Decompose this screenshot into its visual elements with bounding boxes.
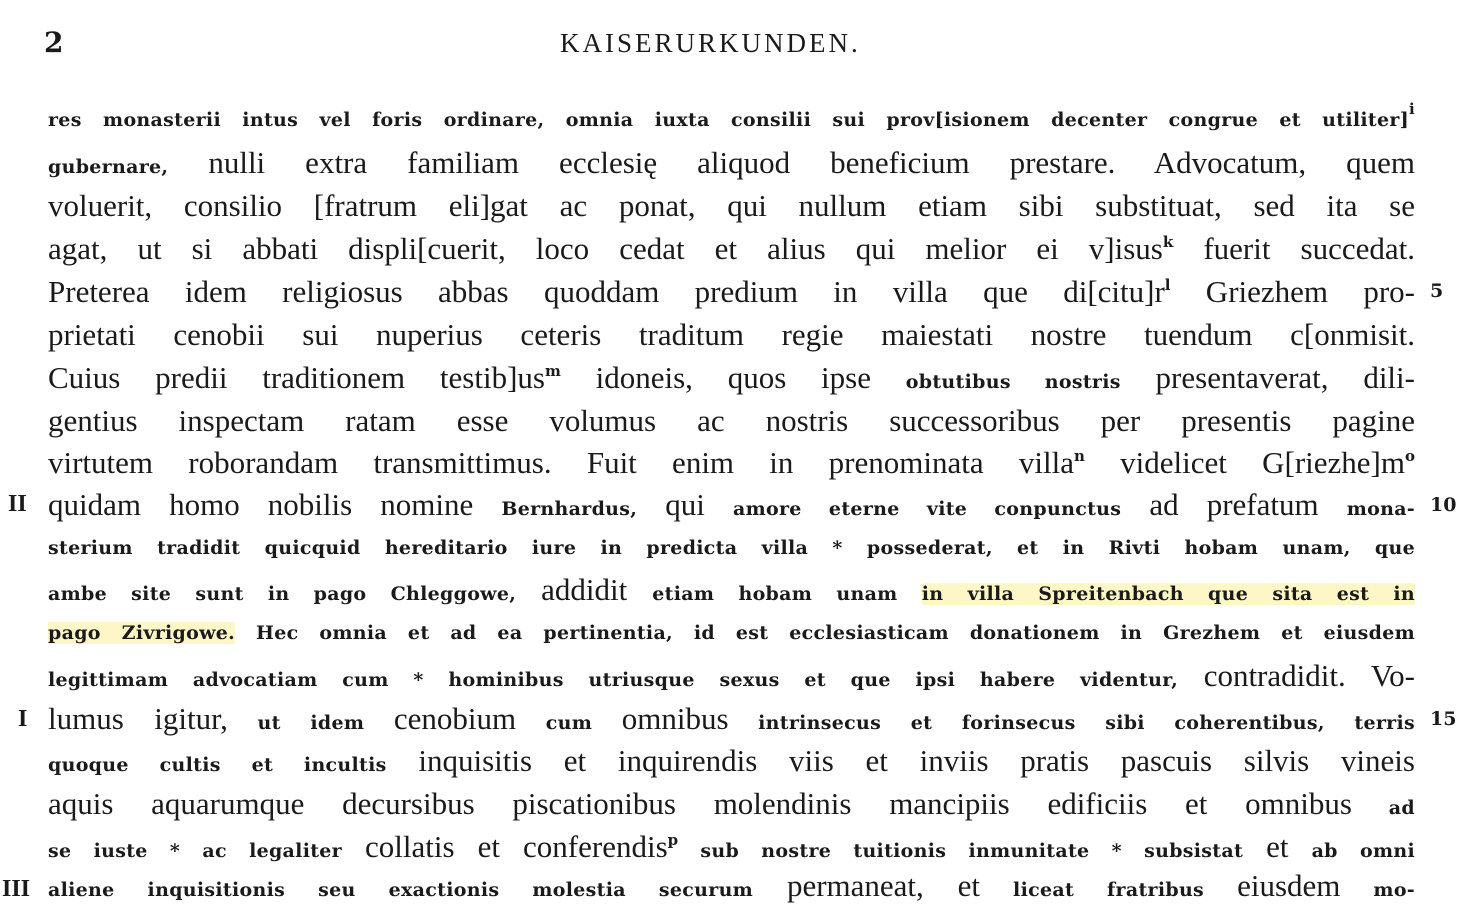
text-span: obtutibus nostris	[905, 371, 1121, 393]
text-span: legittimam advocatiam cum * hominibus utriusque sexus et que ipsi habere videntur,	[48, 669, 1179, 691]
text-span: idoneis, quos ipse	[560, 360, 906, 395]
text-span: quoque cultis et incultis	[48, 754, 387, 776]
text-line-2	[48, 143, 1415, 183]
text-span: intrinsecus et forinsecus sibi coherentibus, terris	[728, 712, 1415, 734]
text-span: omnibus	[621, 701, 729, 736]
text-span: res monasterii intus vel foris ordinare, omnia iuxta consilii sui prov[isionem decenter congrue et utiliter]	[48, 109, 1409, 131]
text-line-16	[48, 741, 1415, 781]
text-span: aquis aquarumque decursibus piscationibus molendinis mancipiis edificiis et omnibus	[48, 786, 1352, 821]
text-span: Preterea idem religiosus abbas quoddam predium in villa que di[citu]r	[48, 274, 1165, 309]
text-span: virtutem roborandam transmittimus. Fuit enim in prenominata villa	[48, 445, 1074, 480]
text-span: addidit	[516, 572, 653, 607]
text-span: sterium tradidit quicquid hereditario iure in predicta villa * possederat, et in Rivti hobam unam, que	[48, 537, 1415, 559]
text-span: gubernare,	[48, 156, 169, 178]
text-span: Cuius predii traditionem testib]us	[48, 360, 545, 395]
footnote-marker: l	[1164, 276, 1171, 294]
text-span: mona-	[1346, 498, 1415, 520]
text-span: voluerit, consilio [fratrum eli]gat ac ponat, qui nullum etiam sibi substituat, sed ita se	[48, 188, 1415, 223]
text-span: Bernhardus,	[501, 498, 638, 520]
right-margin-line-number: 15	[1430, 708, 1457, 730]
text-line-1	[48, 100, 1415, 140]
text-span: et	[1243, 829, 1312, 864]
text-span: qui	[637, 487, 733, 522]
text-span: inquisitis et inquirendis viis et inviis pratis pascuis silvis vineis	[386, 743, 1415, 778]
text-span: se iuste * ac legaliter	[48, 840, 342, 862]
text-span: prietati cenobii sui nuperius ceteris traditum regie maiestati nostre tuendum c[onmisit.	[48, 317, 1415, 352]
text-span: fuerit succedat.	[1173, 231, 1415, 266]
left-margin-note: II	[8, 491, 27, 517]
highlighted-text: pago Zivrigowe.	[48, 622, 236, 644]
footnote-marker: k	[1162, 233, 1174, 251]
text-span: nulli extra familiam ecclesię aliquod beneficium prestare. Advocatum, quem	[168, 145, 1415, 180]
text-span: agat, ut si abbati displi[cuerit, loco cedat et alius qui melior ei v]isus	[48, 231, 1163, 266]
right-margin-line-number: 5	[1430, 280, 1444, 302]
text-line-3	[48, 186, 1415, 226]
text-line-15	[48, 699, 1415, 739]
text-line-10	[48, 485, 1415, 525]
right-margin-line-number: 10	[1430, 494, 1457, 516]
text-line-7	[48, 358, 1415, 398]
text-span: aliene inquisitionis seu exactionis molestia securum	[48, 879, 754, 901]
text-span: gentius inspectam ratam esse volumus ac nostris successoribus per presentis pagine	[48, 403, 1415, 438]
text-span: et	[957, 868, 981, 903]
text-span: cenobium	[393, 701, 517, 736]
text-span: sub nostre tuitionis inmunitate * subsistat	[678, 840, 1244, 862]
text-line-11	[48, 528, 1415, 568]
text-span: ad	[1351, 797, 1415, 819]
text-span: ad prefatum	[1121, 487, 1347, 522]
text-line-6	[48, 315, 1415, 355]
text-span: permaneat,	[753, 868, 958, 903]
left-margin-note: I	[18, 706, 28, 732]
text-line-4	[48, 229, 1415, 269]
text-line-19	[48, 866, 1415, 906]
left-margin-note: III	[2, 876, 31, 902]
text-span: lumus igitur,	[48, 701, 228, 736]
footnote-marker: o	[1404, 447, 1415, 465]
highlighted-text: in villa Spreitenbach que sita est in	[921, 583, 1415, 605]
text-span: Griezhem pro-	[1170, 274, 1415, 309]
footnote-marker: i	[1409, 100, 1415, 118]
text-span: amore eterne vite conpunctus	[732, 498, 1122, 520]
text-line-8	[48, 401, 1415, 441]
text-line-9	[48, 443, 1415, 483]
text-line-13	[48, 613, 1415, 653]
text-span: contradidit. Vo-	[1178, 658, 1415, 693]
footnote-marker: n	[1073, 447, 1085, 465]
footnote-marker: p	[667, 831, 679, 849]
text-line-5	[48, 272, 1415, 312]
text-span: presentaverat, dili-	[1120, 360, 1415, 395]
footnote-marker: m	[544, 362, 561, 380]
text-span: etiam hobam unam	[652, 583, 922, 605]
text-span: ut idem	[227, 712, 394, 734]
page-number: 2	[44, 26, 64, 59]
text-span: ab omni	[1311, 840, 1415, 862]
text-span: mo-	[1340, 879, 1415, 901]
text-span: ambe site sunt in pago Chleggowe,	[48, 583, 517, 605]
text-span: videlicet G[riezhe]m	[1084, 445, 1405, 480]
text-line-18	[48, 827, 1415, 867]
text-line-14	[48, 656, 1415, 696]
running-title: KAISERURKUNDEN.	[560, 28, 861, 58]
text-line-17	[48, 784, 1415, 824]
text-line-12	[48, 570, 1415, 610]
text-span: eiusdem	[1237, 868, 1341, 903]
text-span: liceat fratribus	[980, 879, 1238, 901]
text-span: cum	[516, 712, 622, 734]
text-span: Hec omnia et ad ea pertinentia, id est ecclesiasticam donationem in Grezhem et eiusdem	[235, 622, 1415, 644]
text-span: collatis et conferendis	[341, 829, 668, 864]
text-span: quidam homo nobilis nomine	[48, 487, 502, 522]
